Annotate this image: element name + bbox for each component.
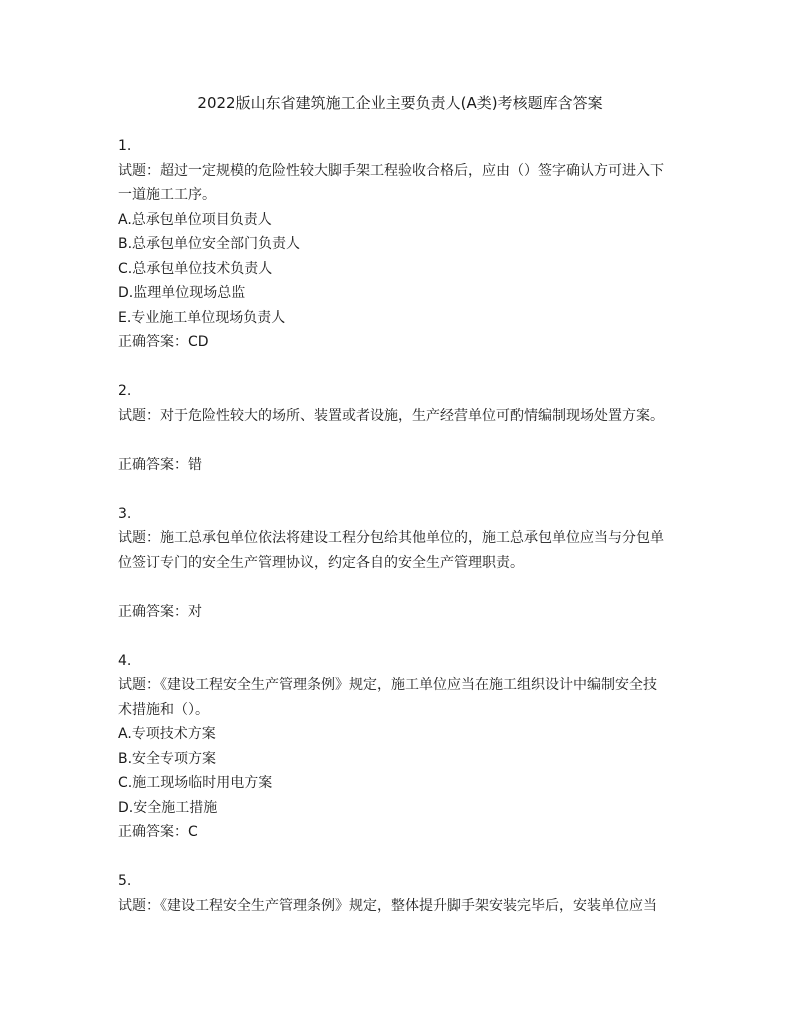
option-a: A.专项技术方案	[118, 726, 216, 742]
question-2	[118, 379, 690, 477]
option-b: B.安全专项方案	[118, 750, 217, 767]
spacer	[118, 355, 690, 380]
correct-answer: 正确答案：对	[118, 603, 202, 620]
spacer	[118, 845, 690, 870]
question-stem-continued: 术措施和（）。	[118, 701, 209, 718]
option-a: A.总承包单位项目负责人	[118, 211, 272, 228]
option-c: C.施工现场临时用电方案	[118, 775, 273, 791]
correct-answer: 正确答案：错	[118, 456, 202, 473]
question-stem: 试题：对于危险性较大的场所、装置或者设施，生产经营单位可酌情编制现场处置方案。	[118, 407, 664, 424]
correct-answer: 正确答案：CD	[118, 334, 209, 350]
question-1	[118, 134, 690, 355]
spacer	[118, 624, 690, 649]
document-title: 2022版山东省建筑施工企业主要负责人(A类)考核题库含答案	[197, 94, 603, 112]
option-b: B.总承包单位安全部门负责人	[118, 236, 301, 252]
spacer	[118, 477, 690, 502]
question-stem-continued: 一道施工工序。	[118, 187, 216, 203]
question-number: 1.	[118, 138, 132, 154]
option-c: C.总承包单位技术负责人	[118, 260, 273, 277]
option-d: D.监理单位现场总监	[118, 285, 246, 301]
question-4	[118, 649, 690, 845]
question-stem: 试题：《建设工程安全生产管理条例》规定，施工单位应当在施工组织设计中编制安全技	[118, 677, 657, 693]
question-number: 5.	[118, 873, 132, 889]
question-5	[118, 869, 690, 918]
correct-answer: 正确答案：C	[118, 824, 198, 840]
option-e: E.专业施工单位现场负责人	[118, 309, 286, 326]
option-d: D.安全施工措施	[118, 799, 218, 816]
question-number: 4.	[118, 652, 132, 669]
question-stem: 试题：施工总承包单位依法将建设工程分包给其他单位的，施工总承包单位应当与分包单	[118, 530, 664, 546]
spacer	[118, 428, 690, 453]
question-list	[118, 134, 690, 918]
question-stem: 试题：超过一定规模的危险性较大脚手架工程验收合格后，应由（）签字确认方可进入下	[118, 162, 664, 179]
question-number: 2.	[118, 383, 132, 399]
question-number: 3.	[118, 505, 132, 522]
spacer	[118, 575, 690, 600]
question-stem-continued: 位签订专门的安全生产管理协议，约定各自的安全生产管理职责。	[118, 554, 524, 571]
question-3	[118, 502, 690, 625]
question-stem: 试题：《建设工程安全生产管理条例》规定，整体提升脚手架安装完毕后，安装单位应当	[118, 897, 657, 914]
